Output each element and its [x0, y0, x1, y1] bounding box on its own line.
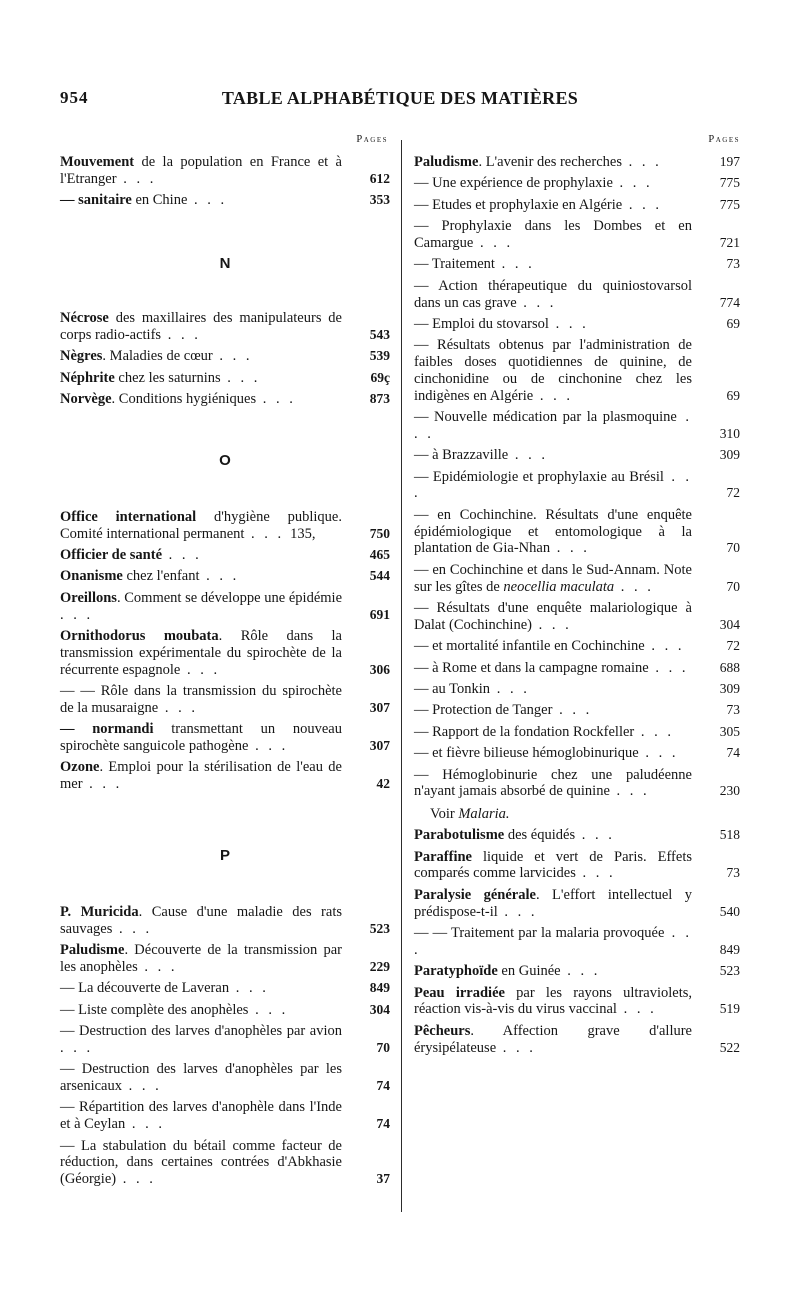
dot-leaders: . . .	[414, 468, 692, 502]
index-entry	[60, 154, 390, 188]
entry-page: 72	[726, 638, 740, 654]
dot-leaders: . . .	[516, 294, 557, 311]
dot-leaders: . . .	[229, 980, 269, 997]
entry-text: — à Brazzaville	[414, 447, 509, 464]
dot-leaders: . . .	[508, 447, 548, 464]
index-entry	[60, 683, 390, 717]
entry-keyword: Paraffine	[414, 848, 472, 865]
entry-keyword: Peau irradiée	[414, 984, 505, 1001]
entry-text: — Hémoglobinurie chez une paludéenne n'ayant jamais absorbé de quinine	[414, 766, 692, 800]
entry-text: des équidés	[504, 827, 576, 844]
dot-leaders: . . .	[180, 661, 221, 678]
dot-leaders: . . .	[162, 546, 202, 563]
index-entry	[414, 409, 740, 443]
dot-leaders: . . .	[612, 175, 653, 192]
index-entry	[414, 447, 740, 464]
entry-text: — Liste complète des anophèles	[60, 1001, 249, 1018]
page-number: 954	[60, 88, 89, 107]
dot-leaders: . . .	[575, 827, 615, 844]
entry-text: — Répartition des larves d'anophèle dans l'Inde et à Ceylan	[60, 1099, 342, 1133]
entry-page: 305	[719, 723, 740, 739]
entry-page: 612	[369, 170, 390, 186]
entry-text: — Traitement	[414, 256, 495, 273]
entry-text: — Rapport de la fondation Rockfeller	[414, 723, 635, 740]
entry-text: — Etudes et prophylaxie en Algérie	[414, 196, 623, 213]
index-entry	[414, 218, 740, 252]
see-also-note	[430, 806, 740, 823]
index-entry	[414, 562, 740, 596]
dot-leaders: . . .	[548, 315, 589, 332]
entry-keyword: Norvège	[60, 390, 112, 407]
entry-text: . Emploi pour la stérilisation de l'eau de mer	[60, 759, 342, 793]
entry-page: 306	[369, 661, 390, 677]
entry-page: 73	[726, 865, 740, 881]
dot-leaders: . . .	[552, 702, 593, 719]
entry-keyword: Oreillons	[60, 589, 117, 606]
right-column	[414, 134, 740, 1061]
dot-leaders: . . .	[244, 525, 285, 542]
dot-leaders: . . .	[248, 1001, 289, 1018]
index-entry	[60, 310, 390, 344]
entry-keyword: Mouvement	[60, 154, 135, 170]
dot-leaders: . . .	[648, 659, 689, 676]
entry-text: — en Cochinchine. Résultats d'une enquête épidémiologique et entomologique à la plantation de Gia-Nhan	[414, 506, 692, 557]
entry-text: — Epidémiologie et prophylaxie au Brésil	[414, 468, 664, 485]
entry-page: 73	[726, 256, 740, 272]
dot-leaders: . . .	[531, 616, 572, 633]
entry-text: — Résultats d'une enquête malariologique à Dalat (Cochinchine)	[414, 600, 692, 633]
entry-text: — Destruction des larves d'anophèles par avion	[60, 1023, 342, 1040]
entry-page: 42	[376, 776, 390, 792]
entry-page: 873	[369, 390, 390, 406]
index-entry	[414, 849, 740, 883]
entry-keyword: Onanisme	[60, 568, 123, 585]
dot-leaders: . . .	[125, 1116, 165, 1133]
entry-text: . Affection grave d'allure érysipélateuse	[414, 1022, 692, 1056]
entry-page: 522	[719, 1039, 740, 1055]
entry-keyword: Néphrite	[60, 369, 115, 386]
entry-text: . Rôle dans la transmission expérimentale du spirochète de la récurrente espagnole	[60, 627, 342, 678]
entry-page: 465	[369, 546, 390, 562]
entry-page: 307	[369, 737, 390, 753]
index-entry	[60, 721, 390, 755]
entry-text: . L'effort intellectuel y prédispose-t-il	[414, 886, 693, 920]
entry-text: . Comment se développe une épidémie	[116, 589, 342, 606]
index-entry	[414, 767, 740, 801]
entry-text: des maxillaires des manipulateurs de corps radio-actifs	[60, 309, 342, 343]
entry-text: de la population en France et à l'Etranger	[60, 154, 342, 187]
dot-leaders: . . .	[248, 737, 289, 754]
entry-page: 69	[726, 315, 740, 331]
dot-leaders: . . .	[220, 369, 261, 386]
entry-page: 72	[726, 485, 740, 501]
dot-leaders: . . .	[116, 170, 157, 187]
entry-page: 750	[369, 525, 390, 541]
dot-leaders: . . .	[199, 568, 240, 585]
dot-leaders: . . .	[187, 192, 228, 209]
index-entry	[60, 348, 390, 365]
entry-page: 518	[719, 827, 740, 843]
entry-text: . L'avenir des recherches	[478, 154, 622, 170]
entry-keyword: Paralysie générale	[414, 886, 536, 903]
dot-leaders: . . .	[497, 903, 538, 920]
pages-column-label: Pages	[356, 134, 388, 145]
dot-leaders: . . .	[212, 348, 253, 365]
entry-text: chez les saturnins	[114, 369, 221, 386]
entry-page: 309	[719, 447, 740, 463]
column-divider	[401, 140, 402, 1212]
dot-leaders: . . .	[644, 638, 685, 655]
dot-leaders: . . .	[634, 723, 675, 740]
left-column	[60, 134, 390, 1193]
index-entry	[60, 1002, 390, 1019]
entry-page: 307	[369, 699, 390, 715]
index-entry	[414, 702, 740, 719]
entry-page: 70	[726, 540, 740, 556]
entry-keyword: Paludisme	[414, 154, 479, 170]
index-entry	[414, 197, 740, 214]
entry-page: 721	[719, 234, 740, 250]
index-entry	[60, 509, 390, 543]
entry-keyword: P. Muricida	[60, 903, 139, 920]
entry-page: 775	[719, 196, 740, 212]
dot-leaders: . . .	[137, 958, 178, 975]
dot-leaders: . . .	[616, 1001, 657, 1018]
dot-leaders: . . .	[490, 681, 530, 698]
index-entry	[60, 192, 390, 209]
entry-keyword: Ozone	[60, 759, 100, 776]
entry-text: . Découverte de la transmission par les anophèles	[60, 942, 342, 975]
entry-text: — Résultats obtenus par l'administration de faibles doses quotidiennes de quinine, de cinchonidine ou de cinchonine chez les indigènes en Algérie	[414, 337, 692, 404]
entry-keyword: Paratyphoïde	[414, 963, 498, 980]
index-entry	[414, 154, 740, 171]
dot-leaders: . . .	[614, 578, 654, 595]
entry-page: 539	[369, 348, 390, 364]
section-letter: O	[219, 451, 231, 469]
entry-text: en Guinée	[497, 963, 561, 980]
entry-text: — Nouvelle médication par la plasmoquine	[414, 409, 677, 426]
entry-text: — à Rome et dans la campagne romaine	[414, 659, 649, 676]
entry-italic-term: neocellia maculata	[503, 578, 615, 595]
entry-page: 74	[376, 1078, 390, 1093]
entry-keyword: — sanitaire	[60, 192, 132, 209]
page-title: TABLE ALPHABÉTIQUE DES MATIÈRES	[221, 88, 579, 108]
entry-page: 74	[726, 745, 740, 761]
entry-page: 849	[719, 941, 740, 957]
entry-page: 73	[726, 702, 740, 718]
entry-text: chez l'enfant	[122, 568, 200, 585]
index-entry	[60, 628, 390, 678]
entry-page: 310	[719, 425, 740, 441]
entry-page: 304	[369, 1001, 390, 1017]
entry-page: 69ç	[370, 369, 390, 385]
entry-text: — et fièvre bilieuse hémoglobinurique	[414, 745, 639, 762]
entry-text: — Destruction des larves d'anophèles par les arsenicaux	[60, 1061, 342, 1094]
index-entry	[414, 925, 740, 959]
section-letter: N	[219, 254, 231, 272]
entry-text: en Chine	[131, 192, 188, 209]
dot-leaders: . . .	[494, 256, 535, 273]
entry-keyword: — normandi	[60, 721, 154, 738]
dot-leaders: . . .	[60, 1039, 94, 1056]
entry-text: — et mortalité infantile en Cochinchine	[414, 638, 645, 655]
dot-leaders: . . .	[575, 865, 616, 882]
entry-page: 688	[719, 659, 740, 675]
entry-text: d'hygiène publique. Comité international permanent	[60, 508, 342, 542]
dot-leaders: . . .	[560, 963, 601, 980]
dot-leaders: . . .	[550, 540, 590, 557]
dot-leaders: . . .	[496, 1039, 536, 1056]
index-entry	[414, 469, 740, 503]
entry-keyword: Nécrose	[60, 309, 109, 326]
dot-leaders: . . .	[112, 920, 153, 937]
entry-page: 775	[719, 175, 740, 191]
entry-page: 519	[719, 1001, 740, 1017]
entry-text: — — Rôle dans la transmission du spirochète de la musaraigne	[60, 682, 342, 716]
index-entry	[60, 1099, 390, 1133]
entry-text: par les rayons ultraviolets, réaction vis-à-vis du virus vaccinal	[414, 984, 692, 1018]
dot-leaders: . . .	[414, 924, 692, 958]
pages-column-label: Pages	[708, 134, 740, 145]
entry-text: — en Cochinchine et dans le Sud-Annam. Note sur les gîtes de	[414, 561, 692, 595]
dot-leaders: . . .	[473, 234, 514, 251]
dot-leaders: . . .	[414, 409, 693, 442]
entry-text: — Prophylaxie dans les Dombes et en Camargue	[414, 218, 692, 251]
entry-text: — Protection de Tanger	[414, 702, 553, 719]
entry-page: 309	[719, 681, 740, 697]
entry-text: — Emploi du stovarsol	[414, 315, 549, 332]
entry-text: . Conditions hygiéniques	[111, 390, 257, 407]
entry-text: liquide et vert de Paris. Effets comparés comme larvicides	[414, 848, 692, 882]
entry-page: 197	[719, 154, 740, 169]
see-also-target: Malaria.	[458, 806, 510, 823]
entry-text: . Maladies de cœur	[102, 348, 213, 365]
index-entry	[414, 175, 740, 192]
entry-page: 70	[726, 578, 740, 594]
entry-text: — La stabulation du bétail comme facteur de réduction, dans certaines contrées d'Abkhasie (Géorgie)	[60, 1137, 342, 1188]
index-entry	[414, 1023, 740, 1057]
entry-keyword: Nègres	[60, 348, 103, 365]
index-entry	[414, 681, 740, 698]
index-entry	[414, 827, 740, 844]
see-also-label: Voir	[430, 806, 459, 823]
index-entry	[414, 256, 740, 273]
index-entry	[414, 507, 740, 557]
entry-text: — — Traitement par la malaria provoquée	[414, 924, 665, 941]
index-entry	[60, 1061, 390, 1095]
index-entry	[414, 985, 740, 1019]
entry-page: 230	[719, 783, 740, 799]
index-entry	[414, 887, 740, 921]
entry-keyword: Paludisme	[60, 942, 125, 959]
entry-page: 544	[369, 568, 390, 584]
dot-leaders: . . .	[60, 606, 94, 623]
index-entry	[60, 759, 390, 793]
index-entry	[414, 600, 740, 634]
dot-leaders: . . .	[116, 1171, 156, 1188]
dot-leaders: . . .	[158, 699, 198, 716]
entry-page: 849	[369, 980, 390, 996]
index-entry	[414, 337, 740, 404]
index-entry	[60, 1023, 390, 1057]
entry-page: 74	[376, 1116, 390, 1132]
entry-page: 543	[369, 326, 390, 342]
entry-page: 353	[369, 192, 390, 208]
entry-page: 774	[719, 294, 740, 310]
index-entry	[414, 660, 740, 677]
index-entry	[60, 370, 390, 387]
index-entry	[414, 745, 740, 762]
section-letter: P	[219, 846, 230, 864]
dot-leaders: . . .	[161, 326, 201, 343]
dot-leaders: . . .	[621, 154, 662, 170]
entry-page: 304	[719, 616, 740, 632]
dot-leaders: . . .	[622, 196, 662, 213]
entry-text: — au Tonkin	[414, 681, 491, 698]
entry-keyword: Parabotulisme	[414, 827, 505, 844]
index-entry	[60, 942, 390, 976]
entry-page: 523	[369, 920, 390, 936]
entry-page: 69	[726, 387, 740, 403]
index-entry	[60, 904, 390, 938]
entry-page: 523	[719, 963, 740, 979]
index-entry	[414, 278, 740, 312]
entry-text: — La découverte de Laveran	[60, 980, 230, 997]
entry-page: 70	[376, 1039, 390, 1055]
index-entry	[60, 590, 390, 624]
entry-keyword: Office international	[60, 508, 197, 525]
index-entry	[60, 568, 390, 585]
entry-page: 691	[369, 606, 390, 622]
index-entry	[60, 391, 390, 408]
entry-keyword: Pêcheurs	[414, 1022, 471, 1039]
dot-leaders: . . .	[82, 776, 123, 793]
dot-leaders: . . .	[533, 387, 573, 404]
index-entry	[60, 1138, 390, 1188]
dot-leaders: . . .	[609, 783, 650, 800]
entry-text: — Action thérapeutique du quiniostovarsol dans un cas grave	[414, 277, 692, 311]
dot-leaders: . . .	[256, 390, 296, 407]
entry-text: . Cause d'une maladie des rats sauvages	[60, 903, 342, 937]
index-entry	[414, 963, 740, 980]
entry-cross-page: 135,	[290, 525, 316, 542]
entry-page: 37	[376, 1171, 390, 1187]
index-entry	[414, 638, 740, 655]
index-entry	[60, 980, 390, 997]
entry-text: transmettant un nouveau spirochète sanguicole pathogène	[60, 721, 342, 754]
entry-text: — Une expérience de prophylaxie	[414, 175, 613, 192]
entry-keyword: Officier de santé	[60, 546, 163, 563]
entry-keyword: Ornithodorus moubata	[60, 627, 219, 644]
index-entry	[414, 724, 740, 741]
entry-page: 540	[719, 903, 740, 919]
index-entry	[414, 316, 740, 333]
index-entry	[60, 547, 390, 564]
entry-page: 229	[369, 958, 390, 974]
running-head	[0, 88, 800, 110]
dot-leaders: . . .	[122, 1078, 162, 1094]
dot-leaders: . . .	[638, 745, 679, 762]
